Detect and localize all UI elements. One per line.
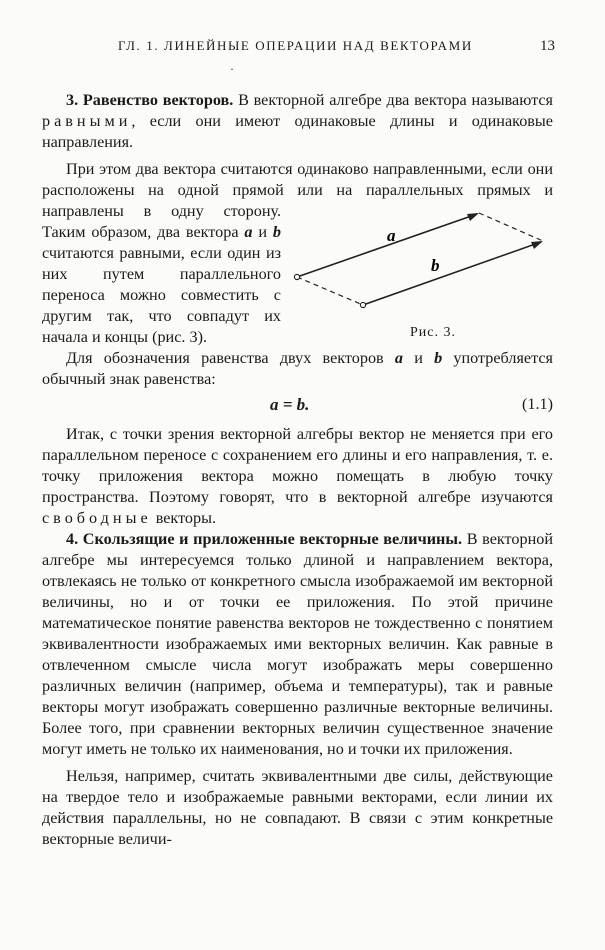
vector-symbol-b: b (272, 223, 281, 241)
section3-paragraph-3 (42, 348, 553, 390)
dashed-left-side (297, 277, 363, 305)
section3-heading: 3. Равенство векторов. (66, 91, 234, 109)
section4-heading: 4. Скользящие и приложенные векторные величины. (66, 530, 463, 548)
section3-paragraph-4 (42, 424, 553, 529)
text-run: и (403, 349, 435, 367)
vector-symbol-b: b (434, 349, 443, 367)
body-text (42, 90, 553, 850)
text-run: Итак, с точки зрения векторной алгебры вектор не меняется при его параллельном переносе с сохранением его длины и его направления, т. е. точку приложения вектора можно помещать в любую точку пространства. Поэтому говорят, что в векторной алгебре изучаются (42, 425, 553, 506)
text-run: и (252, 223, 273, 241)
equation-1-1 (42, 394, 553, 418)
running-header (118, 38, 555, 55)
text-run: употребляется обычный знак равенства: (42, 349, 553, 388)
label-b: b (431, 256, 440, 275)
text-run: Для обозначения равенства двух векторов (66, 349, 395, 367)
text-run: параллельных прямых и направлены в одну сторону. Таким образом, два вектора (42, 181, 554, 241)
section4-paragraph-2 (42, 766, 553, 850)
figure-3 (291, 205, 553, 348)
text-run: считаются равными, если один из них путем параллельного переноса можно совместить с другим так, что совпадут их начала и концы (рис. 3). (42, 244, 281, 346)
dashed-right-side (479, 213, 543, 241)
emphasis-free: свободные (42, 509, 152, 527)
vector-a-origin (294, 274, 299, 279)
vector-b-origin (360, 302, 365, 307)
vector-b (363, 242, 541, 305)
equation-number: (1.1) (521, 395, 553, 413)
section4-paragraph-1 (42, 529, 553, 760)
chapter-title: ГЛ. 1. ЛИНЕЙНЫЕ ОПЕРАЦИИ НАД ВЕКТОРАМИ (118, 38, 473, 53)
text-run: При этом два вектора считаются одинаково направленными, если они расположены на одной прямой или на (42, 160, 553, 199)
text-run: В векторной алгебре два вектора называются (233, 91, 553, 109)
page-number: 13 (540, 38, 555, 54)
equation-formula: a = b. (270, 395, 310, 414)
vector-symbol-a: a (394, 349, 403, 367)
text-run: векторы. (151, 509, 217, 527)
section3-paragraph-1 (42, 90, 553, 153)
vector-a (297, 214, 477, 277)
figure-caption: Рис. 3. (410, 325, 456, 340)
ink-mark: · (230, 62, 234, 76)
text-run: В векторной алгебре мы интересуемся только длиной и направлением вектора, отвлекаясь не только от конкретного смысла изображаемой им векторной величины, но и от точки ее приложения. По этой причине математическое понятие равенства векторов не тождественно с понятием эквивалентности изображаемых ими векторных величин. Как равные в отвлеченном смысле числа могут изображать меры совершенно различных величин (например, объема и температуры), так и равные векторы могут изображать совершенно различные векторные величины. Более того, при сравнении векторных величин существенное значение могут иметь не только их наименования, но и точки их приложения. (42, 530, 553, 758)
section3-paragraph-2 (42, 159, 553, 348)
vector-symbol-a: a (244, 223, 253, 241)
emphasis-equal: равными (42, 112, 132, 130)
label-a: a (387, 226, 396, 245)
vector-a-arrowhead (467, 213, 479, 221)
text-run: , если они имеют одинаковые длины и одинаковые направления. (42, 112, 553, 151)
vector-b-arrowhead (531, 241, 543, 249)
text-run: Нельзя, например, считать эквивалентными две силы, действующие на твердое тело и изображаемые равными векторами, если линии их действия параллельны, но не совпадают. В связи с этим конкретные векторные величи- (42, 767, 553, 848)
